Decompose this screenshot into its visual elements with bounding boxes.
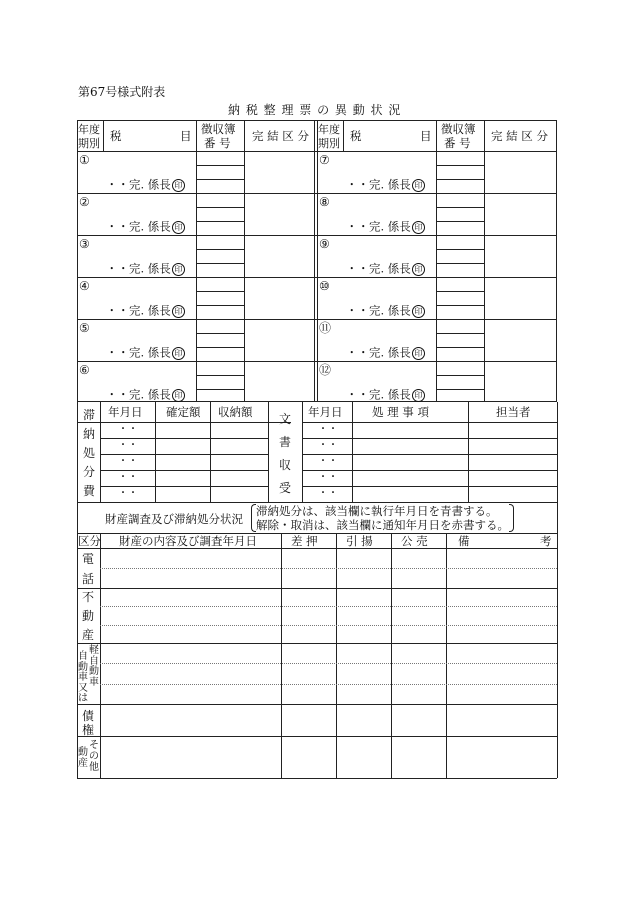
row-number-mark: ⑦: [319, 153, 330, 167]
row-number-mark: ⑥: [79, 363, 90, 377]
seal-mark: 印: [172, 221, 185, 234]
remarks-header: 備: [458, 534, 470, 548]
seal-mark: 印: [412, 179, 425, 192]
fixed-amount-header: 確定額: [166, 405, 201, 419]
doc-date-placeholder: ・・: [318, 456, 338, 467]
row-number-mark: ①: [79, 153, 90, 167]
completion-note: ・・完. 係長 印: [106, 305, 185, 318]
doc-date-placeholder: ・・: [318, 488, 338, 499]
page-title: 納 税 整 理 票 の 異 動 状 況: [228, 103, 402, 117]
delinquency-label: 滞 納 処 分 費: [82, 408, 95, 498]
del-date-placeholder: ・・: [118, 488, 138, 499]
seal-mark: 印: [172, 305, 185, 318]
completion-note: ・・完. 係長 印: [106, 221, 185, 234]
del-date-placeholder: ・・: [118, 456, 138, 467]
seal-mark: 印: [172, 263, 185, 276]
processing-header: 処 理 事 項: [372, 405, 429, 419]
completion-note: ・・完. 係長 印: [346, 305, 425, 318]
row-number-mark: ③: [79, 237, 90, 251]
row-number-mark: ⑩: [319, 279, 330, 293]
category-phone: 電: [82, 552, 95, 566]
completion-note: ・・完. 係長 印: [346, 389, 425, 402]
doc-date-placeholder: ・・: [318, 472, 338, 483]
completion-note: ・・完. 係長 印: [106, 347, 185, 360]
form-number: 第67号様式附表: [78, 85, 166, 99]
del-date-placeholder: ・・: [118, 424, 138, 435]
completion-note: ・・完. 係長 印: [106, 263, 185, 276]
doc-date-placeholder: ・・: [318, 424, 338, 435]
seal-mark: 印: [172, 347, 185, 360]
completion-note: ・・完. 係長 印: [106, 389, 185, 402]
seizure-header: 差 押: [291, 534, 318, 548]
row-number-mark: ⑨: [319, 237, 330, 251]
row-number-mark: ②: [79, 195, 90, 209]
seal-mark: 印: [412, 305, 425, 318]
seal-mark: 印: [412, 389, 425, 402]
seal-mark: 印: [172, 179, 185, 192]
property-section-title: 財産調査及び滞納処分状況: [105, 512, 243, 526]
date-header: 年月日: [108, 405, 143, 419]
seal-mark: 印: [412, 263, 425, 276]
completion-note: ・・完. 係長 印: [346, 263, 425, 276]
auction-header: 公 売: [401, 534, 428, 548]
document-receipt-label: 文 書 収 受: [278, 412, 291, 495]
category-vehicle: 軽自動車 自動車又は: [78, 645, 99, 704]
category-other: その他 動産: [78, 740, 99, 773]
completion-note: ・・完. 係長 印: [346, 179, 425, 192]
del-date-placeholder: ・・: [118, 472, 138, 483]
row-number-mark: ⑧: [319, 195, 330, 209]
completion-note: ・・完. 係長 印: [346, 221, 425, 234]
person-in-charge-header: 担当者: [496, 405, 531, 419]
seal-mark: 印: [412, 221, 425, 234]
row-number-mark: ⑫: [319, 363, 332, 377]
doc-date-placeholder: ・・: [318, 440, 338, 451]
completion-note: ・・完. 係長 印: [346, 347, 425, 360]
tax-item-header: 税: [110, 129, 122, 143]
pickup-header: 引 揚: [346, 534, 373, 548]
property-notes: 滞納処分は、該当欄に執行年月日を青書する。 解除・取消は、該当欄に通知年月日を赤書する。: [251, 504, 509, 532]
row-number-mark: ⑤: [79, 321, 90, 335]
period-header: 年度: [78, 123, 100, 136]
seal-mark: 印: [172, 389, 185, 402]
category-bond: 債: [82, 709, 95, 723]
ledger-header: 徴収簿: [201, 122, 236, 136]
doc-date-header: 年月日: [308, 405, 343, 419]
completion-header: 完 結 区 分: [252, 129, 309, 143]
row-number-mark: ⑪: [319, 321, 332, 335]
seal-mark: 印: [412, 347, 425, 360]
category-header: 区分: [78, 534, 101, 548]
del-date-placeholder: ・・: [118, 440, 138, 451]
property-content-header: 財産の内容及び調査年月日: [119, 534, 257, 548]
received-amount-header: 収納額: [218, 405, 253, 419]
completion-note: ・・完. 係長 印: [106, 179, 185, 192]
row-number-mark: ④: [79, 279, 90, 293]
category-real-estate: 不: [82, 590, 95, 604]
